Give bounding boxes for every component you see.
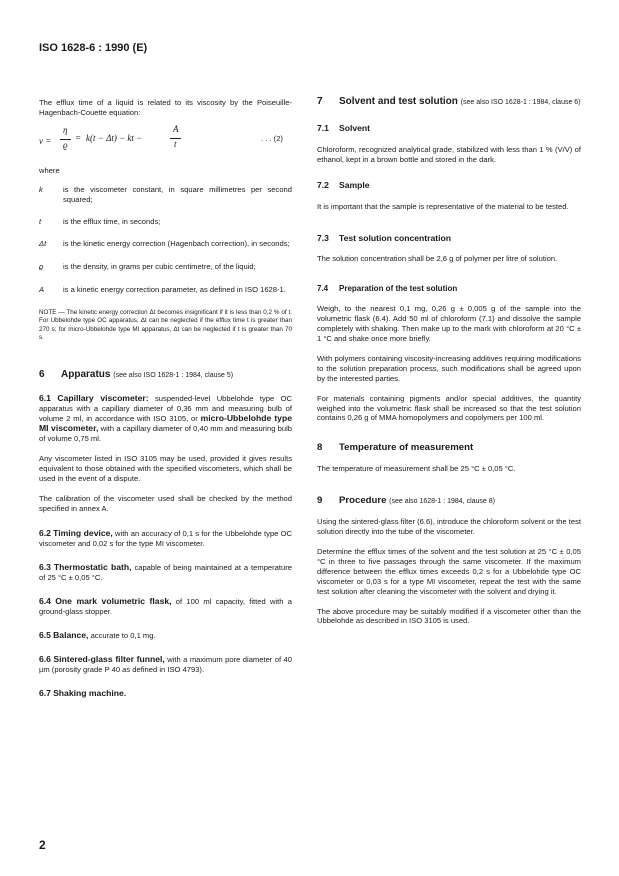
- section-6-3: [39, 563, 292, 583]
- section-6-1-micro: micro-Ubbelohde type MI viscometer,: [39, 413, 292, 434]
- section-6-3-title: Thermostatic bath,: [53, 562, 132, 573]
- section-7-4-para-1: Weigh, to the nearest 0,1 mg, 0,26 g ± 0,005 g of the sample into the volumetric flask (6.4). Add 50 ml of chloroform (7.1) and dissolve the sample completely with shaking. Then make up to the mark with chloroform at 20 °C ± 1 °C and shake once more briefly.: [317, 304, 581, 343]
- section-7-3-heading: [317, 234, 581, 244]
- def-dt: [39, 239, 292, 249]
- where-label: where: [39, 165, 60, 175]
- section-6-3-text: capable of being maintained at a temperature of 25 °C ± 0,05 °C.: [39, 563, 292, 583]
- section-8-title: Temperature of measurement: [339, 442, 474, 454]
- section-6-6-title: Sintered-glass filter funnel,: [53, 653, 165, 664]
- section-7-title: Solvent and test solution: [339, 96, 458, 107]
- section-7-4-para-3: For materials containing pigments and/or special additives, the quantity weighed into the volumetric flask shall be increased so that the test solution contains 0,26 g of MMA homopolymers and copolymers per 100 ml.: [317, 393, 581, 423]
- section-7-1-number: 7.1: [317, 123, 329, 133]
- document-header: ISO 1628-6 : 1990 (E): [39, 42, 148, 54]
- section-6-7-title: Shaking machine.: [53, 687, 127, 698]
- section-6-5-title: Balance,: [53, 629, 89, 640]
- eq-t: t: [174, 138, 177, 149]
- section-6-2: [39, 529, 292, 549]
- section-7-number: 7: [317, 96, 323, 107]
- right-column: [317, 96, 581, 626]
- eq-equals: =: [75, 132, 82, 143]
- def-t: [39, 217, 292, 227]
- section-6-7: [39, 689, 292, 699]
- section-7-2-heading: [317, 181, 581, 191]
- left-column: [39, 98, 292, 698]
- section-6-6-text: with a maximum pore diameter of 40 µm (porosity grade P 40 as defined in ISO 4793).: [39, 654, 292, 674]
- section-6-1-text-c: with a capillary diameter of 0,40 mm and measuring bulb of volume 0,75 ml.: [39, 424, 293, 443]
- section-9-para-3: The above procedure may be suitably modified if a viscometer other than the Ubbelohde as described in ISO 3105 is used.: [317, 606, 581, 626]
- section-6-4: [39, 597, 292, 617]
- section-6-1-para-2: Any viscometer listed in ISO 3105 may be used, provided it gives results equivalent to those obtained with the specified viscometers, which shall be used in the event of a dispute.: [39, 453, 292, 483]
- section-7-4-para-2: With polymers containing viscosity-increasing additives requiring modifications to the solution preparation process, such modifications shall be agreed upon by the interested parties.: [317, 353, 581, 383]
- eq-eta: η: [63, 124, 68, 135]
- section-7-ref: (see also ISO 1628-1 : 1984, clause 6): [460, 99, 581, 106]
- section-6-1-title: Capillary viscometer:: [57, 393, 149, 404]
- def-rho-text: is the density, in grams per cubic centimetre, of the liquid;: [63, 262, 256, 272]
- section-9-title: Procedure: [339, 495, 387, 507]
- equation: [39, 124, 292, 164]
- section-6-1-para-3: The calibration of the viscometer used shall be checked by the method specified in annex A.: [39, 493, 292, 513]
- section-8-text: The temperature of measurement shall be 25 °C ± 0,05 °C.: [317, 464, 516, 474]
- section-7-1-heading: [317, 124, 581, 134]
- def-dt-text: is the kinetic energy correction (Hagenbach correction), in seconds;: [63, 239, 290, 249]
- section-6-4-title: One mark volumetric flask,: [55, 596, 172, 607]
- section-6-2-number: 6.2: [39, 528, 51, 539]
- section-6-1-number: 6.1: [39, 393, 51, 404]
- section-9-para-2: Determine the efflux times of the solvent and the test solution at 25 °C ± 0,05 °C in three to five passages through the same viscometer. If the maximum difference between the efflux times exceeds 0,2 s for a Ubbelohde type OC viscometer or 0,03 s for a type MI viscometer, repeat the test with the same test solution after cleaning the viscometer with the solvent and drying it.: [317, 547, 581, 596]
- def-k: [39, 185, 292, 205]
- section-6-5-number: 6.5: [39, 629, 51, 640]
- section-9-heading: [317, 495, 581, 507]
- def-t-symbol: t: [39, 216, 42, 226]
- section-6-title: Apparatus: [61, 369, 111, 381]
- def-k-symbol: k: [39, 184, 43, 194]
- section-6-number: 6: [39, 369, 45, 381]
- section-7-1-title: Solvent: [339, 123, 371, 133]
- section-6-6-number: 6.6: [39, 653, 51, 664]
- section-9-number: 9: [317, 495, 323, 507]
- eq-ref: . . . (2): [261, 133, 283, 143]
- section-6-3-number: 6.3: [39, 562, 51, 573]
- eq-A: A: [173, 123, 179, 134]
- eq-rho: ϱ: [63, 139, 68, 150]
- def-rho-symbol: ϱ: [39, 262, 44, 272]
- section-7-4-heading: [317, 284, 581, 294]
- section-7-3-number: 7.3: [317, 232, 329, 243]
- section-8-heading: [317, 442, 581, 454]
- def-A: [39, 285, 292, 295]
- section-9-para-1: Using the sintered-glass filter (6.6), introduce the chloroform solvent or the test solution directly into the tube of the viscometer.: [317, 517, 581, 537]
- eq-lhs: ν =: [39, 135, 52, 146]
- section-6-1: [39, 394, 292, 444]
- eq-mid: k(t − Δt) − kt −: [86, 132, 143, 143]
- section-7-3-title: Test solution concentration: [339, 232, 452, 243]
- section-6-heading: [39, 369, 292, 381]
- section-6-2-text: with an accuracy of 0,1 s for the Ubbelohde type OC viscometer and 0,02 s for the type MI viscometer.: [39, 529, 292, 549]
- section-8-number: 8: [317, 442, 323, 454]
- section-7-4-title: Preparation of the test solution: [339, 284, 458, 294]
- def-rho: [39, 262, 292, 272]
- section-6-1-text-a: suspended-level Ubbelohde type OC apparatus with a capillary diameter of 0,36 mm and measuring bulb of volume 2 ml, in accordance with ISO 3105, or: [39, 394, 292, 424]
- section-6-6: [39, 655, 292, 675]
- section-7-2-number: 7.2: [317, 179, 329, 190]
- section-6-2-title: Timing device,: [53, 528, 113, 539]
- page-number: 2: [39, 838, 46, 852]
- section-7-4-number: 7.4: [317, 284, 329, 294]
- section-7-2-title: Sample: [339, 179, 370, 190]
- intro-paragraph: The efflux time of a liquid is related to its viscosity by the Poiseuille-Hagenbach-Couette equation:: [39, 98, 292, 117]
- note: NOTE — The kinetic energy correction Δt becomes insignificant if it is less than 0,2 % of t. For Ubbelohde type OC apparatus, Δt can be neglected if the efflux time t is greater than 270 s; for micro-Ubbelohde type MI apparatus, Δt can be neglected if t is greater than 70 s.: [39, 309, 292, 342]
- section-9-ref: (see also 1628-1 : 1984, clause 8): [389, 498, 495, 506]
- section-7-3-text: The solution concentration shall be 2,6 g of polymer per litre of solution.: [317, 254, 558, 264]
- section-7-heading: [317, 96, 581, 108]
- section-6-4-text: of 100 ml capacity, fitted with a ground-glass stopper.: [39, 597, 292, 616]
- section-6-4-number: 6.4: [39, 596, 51, 607]
- def-t-text: is the efflux time, in seconds;: [63, 216, 161, 226]
- section-6-5: [39, 631, 292, 641]
- section-6-7-number: 6.7: [39, 687, 51, 698]
- section-6-ref: (see also ISO 1628-1 : 1984, clause 5): [113, 372, 234, 380]
- section-6-5-text: accurate to 0,1 mg.: [90, 630, 156, 640]
- section-7-2-text: It is important that the sample is representative of the material to be tested.: [317, 201, 569, 211]
- def-dt-symbol: Δt: [39, 239, 47, 249]
- section-7-1-text: Chloroform, recognized analytical grade, stabilized with less than 1 % (V/V) of ethanol, kept in a brown bottle and stored in the dark.: [317, 144, 581, 164]
- def-A-symbol: A: [39, 285, 45, 295]
- def-k-text: is the viscometer constant, in square millimetres per second squared;: [63, 184, 292, 204]
- def-A-text: is a kinetic energy correction parameter, as defined in ISO 1628-1.: [63, 285, 286, 295]
